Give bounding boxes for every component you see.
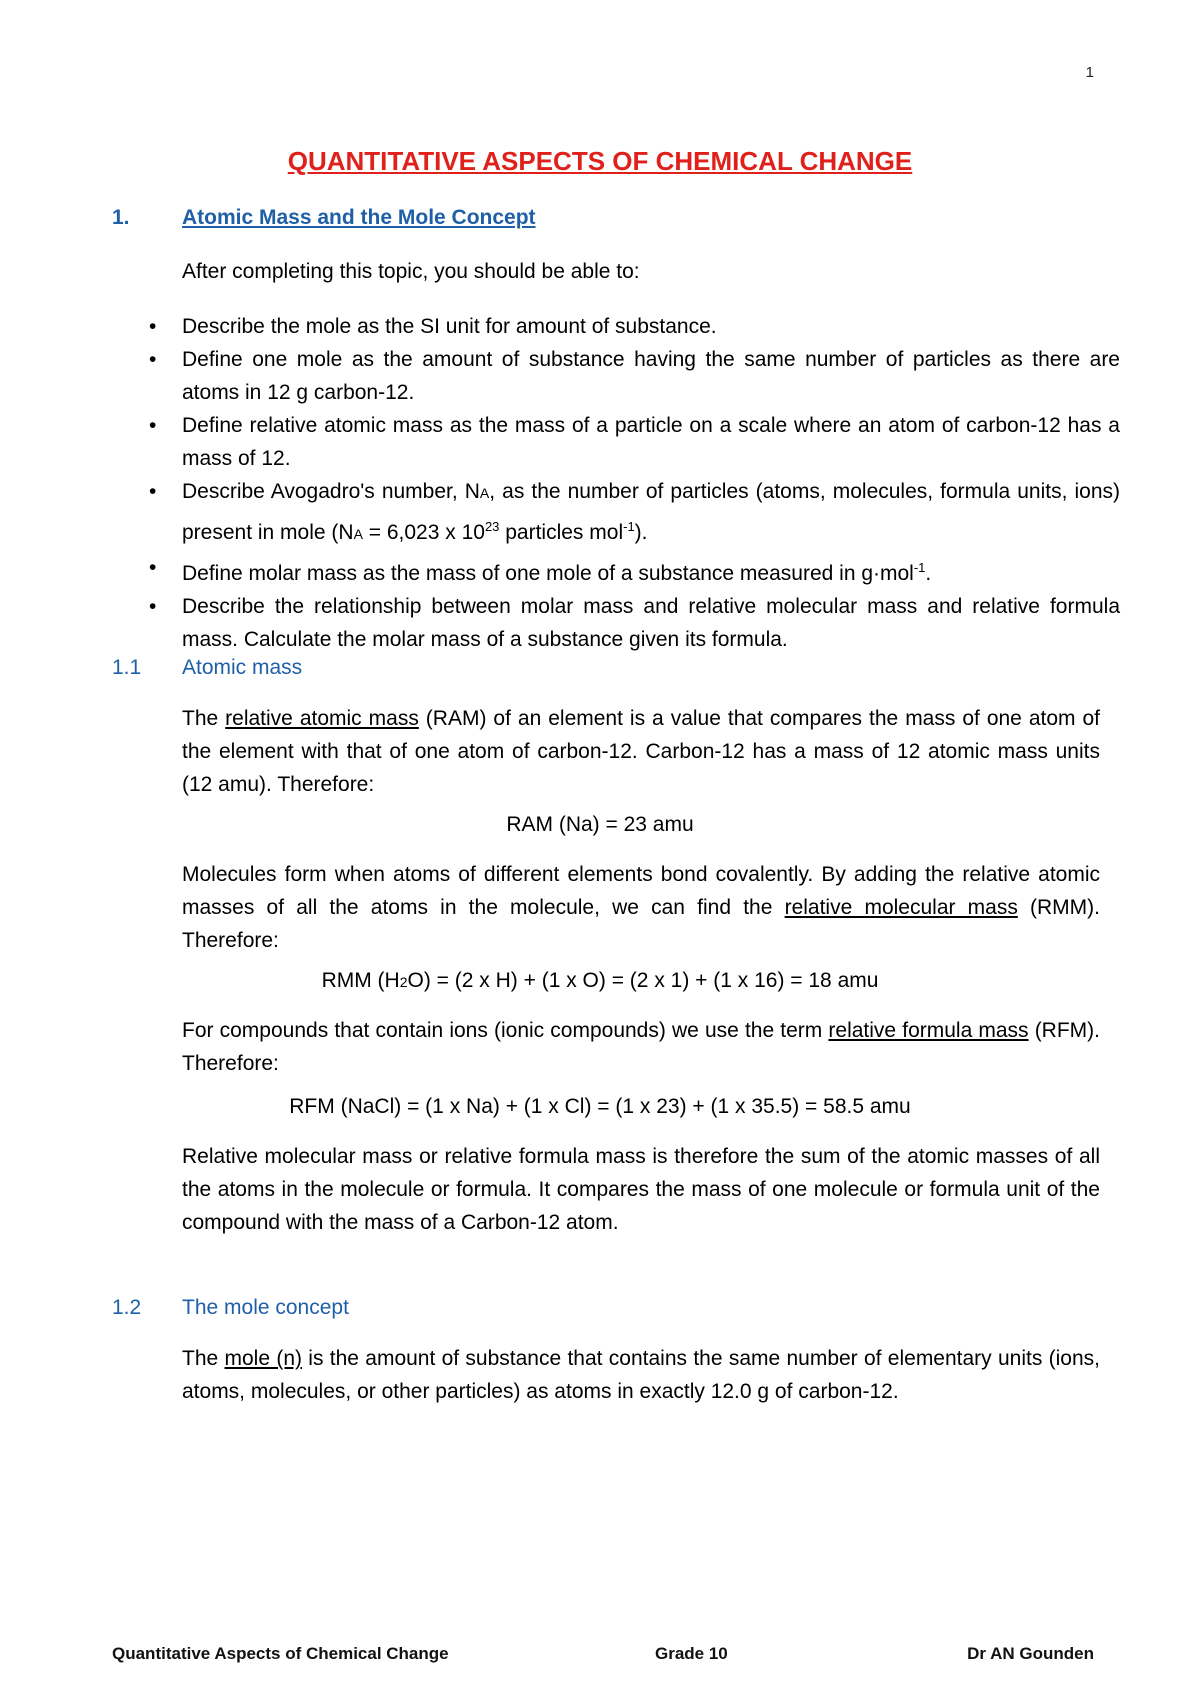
paragraph: Relative molecular mass or relative formula mass is therefore the sum of the atomic masses of all the atoms in the molecule or formula. It compares the mass of one molecule or formula unit of the compound with the mass of a Carbon-12 atom. [182, 1145, 1100, 1234]
objectives-list [162, 310, 1120, 656]
equation: RAM (Na) = 23 amu [506, 813, 694, 836]
section-heading: Atomic Mass and the Mole Concept [182, 206, 536, 229]
objective-item: • Describe Avogadro's number, NA, as the number of particles (atoms, molecules, formula units, ions) present in mole (NA = 6,023 x $10^{23}$ particles mol$^{-1}$). [182, 475, 1120, 551]
subsection-number: 1.2 [112, 1296, 142, 1319]
objective-item: • Describe the relationship between molar mass and relative molecular mass and relative formula mass. Calculate the molar mass of a substance given its formula. [182, 590, 1120, 656]
equation: RFM (NaCl) = (1 x Na) + (1 x Cl) = (1 x 23) + (1 x 35.5) = 58.5 amu [289, 1095, 911, 1118]
subsection-number: 1.1 [112, 656, 142, 679]
subsection-heading: Atomic mass [182, 656, 303, 679]
page-number: 1 [1085, 64, 1094, 81]
paragraph: The mole (n) is the amount of substance that contains the same number of elementary units (ions, atoms, molecules, or other particles) as atoms in exactly 12.0 g of carbon-12. [182, 1347, 1100, 1403]
footer-author: Dr AN Gounden [967, 1644, 1094, 1663]
paragraph: For compounds that contain ions (ionic compounds) we use the term relative formula mass (RFM). Therefore: [182, 1019, 1100, 1075]
footer-title: Quantitative Aspects of Chemical Change [112, 1644, 449, 1663]
objective-item: • Define molar mass as the mass of one mole of a substance measured in g·mol$^{-1}$. [182, 551, 1120, 590]
paragraph: The relative atomic mass (RAM) of an element is a value that compares the mass of one atom of the element with that of one atom of carbon-12. Carbon-12 has a mass of 12 atomic mass units (12 amu). Therefore: [182, 707, 1100, 796]
intro-text: After completing this topic, you should be able to: [182, 260, 640, 283]
equation: RMM (H2O) = (2 x H) + (1 x O) = (2 x 1) + (1 x 16) = 18 amu [321, 969, 879, 992]
objective-item: • Describe the mole as the SI unit for amount of substance. [182, 310, 1120, 343]
subsection-heading: The mole concept [182, 1296, 349, 1319]
objective-item: • Define one mole as the amount of substance having the same number of particles as there are atoms in 12 g carbon-12. [182, 343, 1120, 409]
footer-grade: Grade 10 [655, 1644, 728, 1663]
objective-item: • Define relative atomic mass as the mass of a particle on a scale where an atom of carbon-12 has a mass of 12. [182, 409, 1120, 475]
document-title: QUANTITATIVE ASPECTS OF CHEMICAL CHANGE [287, 146, 913, 176]
paragraph: Molecules form when atoms of different elements bond covalently. By adding the relative atomic masses of all the atoms in the molecule, we can find the relative molecular mass (RMM). Therefore: [182, 863, 1100, 952]
section-number: 1. [112, 206, 130, 229]
